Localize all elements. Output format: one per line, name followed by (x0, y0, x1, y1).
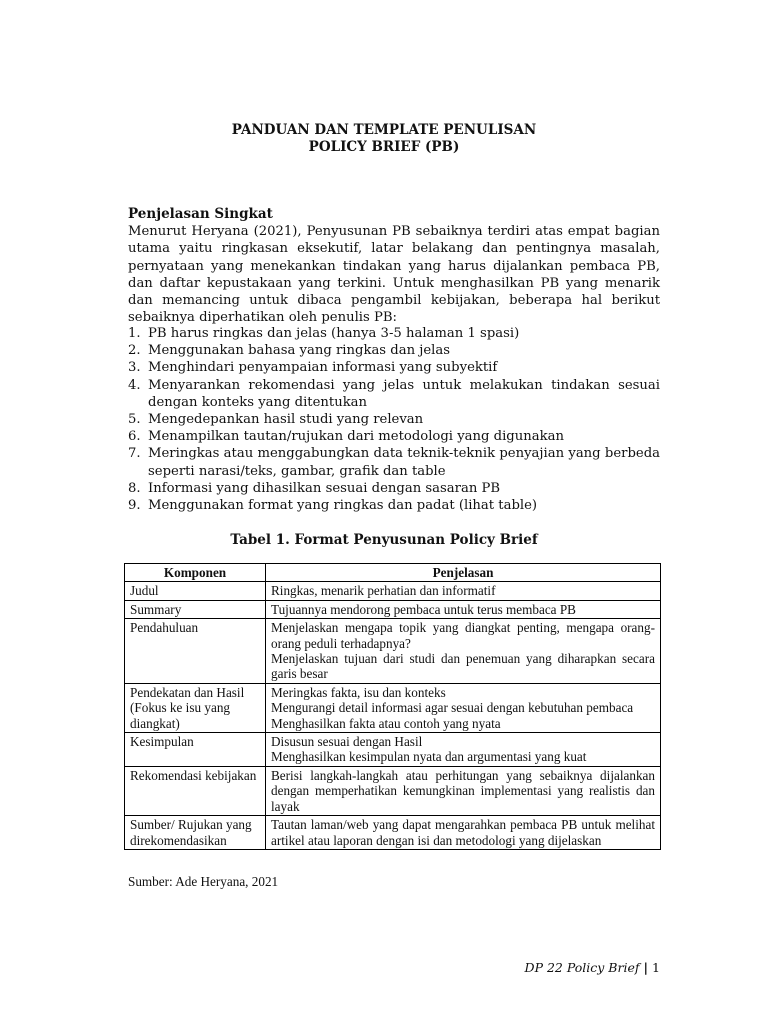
list-item-number: 9. (128, 498, 141, 514)
list-item (128, 480, 660, 497)
list-item (128, 359, 660, 376)
guideline-list (128, 325, 660, 514)
penjelasan-line: Menjelaskan mengapa topik yang diangkat penting, mengapa orang-orang peduli terhadapnya? (271, 620, 655, 651)
table-source: Sumber: Ade Heryana, 2021 (128, 874, 279, 889)
list-item-number: 5. (128, 412, 141, 428)
list-item (128, 428, 660, 445)
list-item (128, 342, 660, 359)
list-item (128, 497, 660, 514)
list-item-number: 3. (128, 360, 141, 376)
table-row (125, 766, 661, 815)
list-item-number: 8. (128, 480, 141, 496)
list-item-text: Informasi yang dihasilkan sesuai dengan sasaran PB (148, 480, 501, 496)
penjelasan-line: Menghasilkan fakta atau contoh yang nyata (271, 715, 501, 731)
penjelasan-cell (266, 582, 661, 600)
footer-label: DP 22 Policy Brief (524, 960, 640, 975)
komponen-cell: Pendahuluan (125, 619, 266, 684)
list-item-number: 6. (128, 429, 141, 445)
table-row (125, 816, 661, 850)
list-item-text: Meringkas atau menggabungkan data teknik-teknik penyajian yang berbeda seperti narasi/teks, gambar, grafik dan table (148, 446, 660, 479)
komponen-cell: Rekomendasi kebijakan (125, 766, 266, 815)
list-item-number: 1. (128, 326, 141, 341)
penjelasan-cell (266, 683, 661, 732)
list-item (128, 377, 660, 411)
footer-separator: | (643, 960, 649, 975)
penjelasan-line: Tujuannya mendorong pembaca untuk terus membaca PB (271, 601, 576, 617)
penjelasan-cell (266, 816, 661, 850)
table-row (125, 600, 661, 618)
document-title-line2: POLICY BRIEF (PB) (308, 139, 460, 155)
page-footer (525, 960, 660, 976)
penjelasan-cell (266, 733, 661, 767)
list-item (128, 325, 660, 342)
intro-paragraph: Menurut Heryana (2021), Penyusunan PB sebaiknya terdiri atas empat bagian utama yaitu ringkasan eksekutif, latar belakang dan pentingnya masalah, pernyataan yang menekankan tindakan yang harus dijalankan pembaca PB, dan daftar kepustakaan yang terkini. Untuk menghasilkan PB yang menarik dan memancing untuk dibaca pengambil kebijakan, beberapa hal berikut sebaiknya diperhatikan oleh penulis PB: (128, 224, 660, 326)
table-row (125, 619, 661, 684)
penjelasan-line: Tautan laman/web yang dapat mengarahkan pembaca PB untuk melihat artikel atau laporan dengan isi dan metodologi yang dijelaskan (271, 817, 655, 848)
list-item-text: Menghindari penyampaian informasi yang subyektif (148, 360, 498, 376)
list-item (128, 445, 660, 479)
list-item-number: 2. (128, 343, 141, 359)
list-item-text: Menyarankan rekomendasi yang jelas untuk melakukan tindakan sesuai dengan konteks yang ditentukan (148, 377, 660, 410)
komponen-cell: Kesimpulan (125, 733, 266, 767)
penjelasan-cell (266, 600, 661, 618)
table-header-row (125, 564, 661, 582)
list-item-number: 7. (128, 446, 141, 462)
table-row (125, 683, 661, 732)
column-header-penjelasan: Penjelasan (266, 564, 661, 582)
penjelasan-line: Ringkas, menarik perhatian dan informatif (271, 583, 496, 599)
penjelasan-cell (266, 766, 661, 815)
penjelasan-line: Mengurangi detail informasi agar sesuai dengan kebutuhan pembaca (271, 700, 634, 716)
list-item-text: Mengedepankan hasil studi yang relevan (148, 412, 424, 428)
penjelasan-line: Meringkas fakta, isu dan konteks (271, 684, 446, 700)
komponen-cell: Judul (125, 582, 266, 600)
penjelasan-line: Disusun sesuai dengan Hasil (271, 734, 423, 750)
policy-brief-table (124, 563, 661, 850)
section-heading: Penjelasan Singkat (128, 206, 273, 222)
penjelasan-line: Menjelaskan tujuan dari studi dan penemuan yang diharapkan secara garis besar (271, 651, 655, 682)
komponen-cell: Summary (125, 600, 266, 618)
table-row (125, 582, 661, 600)
komponen-cell: Sumber/ Rujukan yang direkomendasikan (125, 816, 266, 850)
list-item-text: PB harus ringkas dan jelas (hanya 3-5 halaman 1 spasi) (148, 326, 520, 341)
penjelasan-line: Berisi langkah-langkah atau perhitungan yang sebaiknya dijalankan dengan memperhatikan kemungkinan implementasi yang realistis dan layak (271, 767, 655, 814)
document-title-line1: PANDUAN DAN TEMPLATE PENULISAN (231, 122, 537, 138)
column-header-komponen: Komponen (125, 564, 266, 582)
list-item-text: Menggunakan bahasa yang ringkas dan jelas (148, 343, 450, 359)
penjelasan-line: Menghasilkan kesimpulan nyata dan argumentasi yang kuat (271, 749, 587, 765)
list-item (128, 411, 660, 428)
komponen-cell: Pendekatan dan Hasil (Fokus ke isu yang diangkat) (125, 683, 266, 732)
list-item-number: 4. (128, 377, 141, 393)
list-item-text: Menggunakan format yang ringkas dan padat (lihat table) (148, 498, 538, 514)
page-number: 1 (652, 960, 660, 975)
penjelasan-cell (266, 619, 661, 684)
list-item-text: Menampilkan tautan/rujukan dari metodologi yang digunakan (148, 429, 564, 445)
table-caption: Tabel 1. Format Penyusunan Policy Brief (230, 532, 538, 548)
table-row (125, 733, 661, 767)
